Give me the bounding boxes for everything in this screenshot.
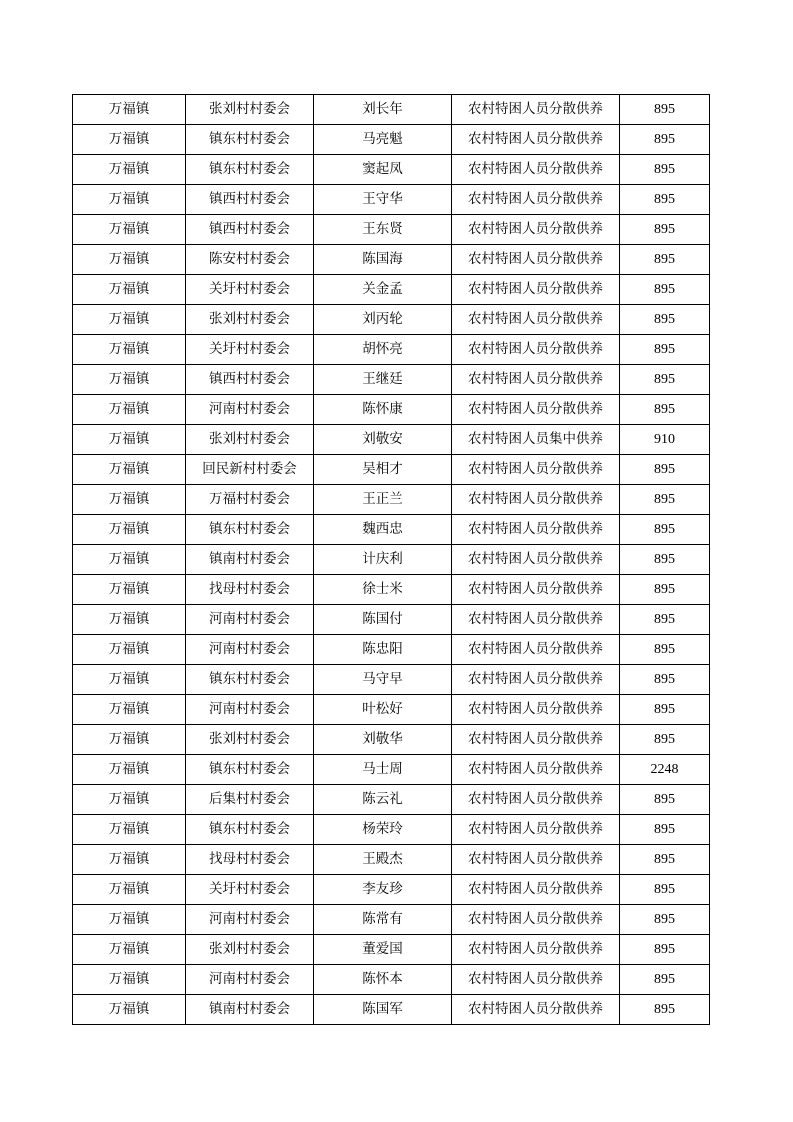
village-committee-cell: 镇南村村委会 — [186, 995, 314, 1025]
village-committee-cell: 后集村村委会 — [186, 785, 314, 815]
amount-cell: 895 — [620, 575, 710, 605]
town-cell: 万福镇 — [73, 395, 186, 425]
town-cell: 万福镇 — [73, 275, 186, 305]
person-name-cell: 刘敬华 — [314, 725, 452, 755]
town-cell: 万福镇 — [73, 785, 186, 815]
town-cell: 万福镇 — [73, 515, 186, 545]
town-cell: 万福镇 — [73, 425, 186, 455]
town-cell: 万福镇 — [73, 485, 186, 515]
amount-cell: 895 — [620, 335, 710, 365]
town-cell: 万福镇 — [73, 635, 186, 665]
amount-cell: 895 — [620, 785, 710, 815]
village-committee-cell: 镇东村村委会 — [186, 515, 314, 545]
table-row — [73, 965, 710, 995]
village-committee-cell: 镇西村村委会 — [186, 185, 314, 215]
village-committee-cell: 张刘村村委会 — [186, 935, 314, 965]
person-name-cell: 陈常有 — [314, 905, 452, 935]
support-type-cell: 农村特困人员分散供养 — [452, 785, 620, 815]
amount-cell: 895 — [620, 215, 710, 245]
village-committee-cell: 找母村村委会 — [186, 845, 314, 875]
village-committee-cell: 镇西村村委会 — [186, 365, 314, 395]
person-name-cell: 刘长年 — [314, 95, 452, 125]
town-cell: 万福镇 — [73, 695, 186, 725]
town-cell: 万福镇 — [73, 665, 186, 695]
support-type-cell: 农村特困人员分散供养 — [452, 995, 620, 1025]
support-type-cell: 农村特困人员分散供养 — [452, 755, 620, 785]
table-row — [73, 935, 710, 965]
town-cell: 万福镇 — [73, 725, 186, 755]
support-type-cell: 农村特困人员分散供养 — [452, 335, 620, 365]
person-name-cell: 陈国军 — [314, 995, 452, 1025]
amount-cell: 895 — [620, 125, 710, 155]
person-name-cell: 窦起凤 — [314, 155, 452, 185]
village-committee-cell: 张刘村村委会 — [186, 305, 314, 335]
person-name-cell: 王正兰 — [314, 485, 452, 515]
town-cell: 万福镇 — [73, 905, 186, 935]
town-cell: 万福镇 — [73, 185, 186, 215]
support-type-cell: 农村特困人员集中供养 — [452, 425, 620, 455]
table-row — [73, 365, 710, 395]
support-type-cell: 农村特困人员分散供养 — [452, 485, 620, 515]
town-cell: 万福镇 — [73, 575, 186, 605]
village-committee-cell: 河南村村委会 — [186, 635, 314, 665]
town-cell: 万福镇 — [73, 215, 186, 245]
village-committee-cell: 河南村村委会 — [186, 965, 314, 995]
person-name-cell: 陈国付 — [314, 605, 452, 635]
table-row — [73, 695, 710, 725]
person-name-cell: 陈国海 — [314, 245, 452, 275]
amount-cell: 2248 — [620, 755, 710, 785]
village-committee-cell: 陈安村村委会 — [186, 245, 314, 275]
support-type-cell: 农村特困人员分散供养 — [452, 635, 620, 665]
amount-cell: 895 — [620, 275, 710, 305]
person-name-cell: 叶松好 — [314, 695, 452, 725]
table-row — [73, 425, 710, 455]
amount-cell: 895 — [620, 455, 710, 485]
table-row — [73, 635, 710, 665]
town-cell: 万福镇 — [73, 995, 186, 1025]
person-name-cell: 刘丙轮 — [314, 305, 452, 335]
person-name-cell: 关金孟 — [314, 275, 452, 305]
village-committee-cell: 镇东村村委会 — [186, 155, 314, 185]
support-type-cell: 农村特困人员分散供养 — [452, 455, 620, 485]
amount-cell: 895 — [620, 365, 710, 395]
town-cell: 万福镇 — [73, 455, 186, 485]
amount-cell: 895 — [620, 965, 710, 995]
amount-cell: 895 — [620, 635, 710, 665]
person-name-cell: 王守华 — [314, 185, 452, 215]
amount-cell: 910 — [620, 425, 710, 455]
person-name-cell: 陈怀本 — [314, 965, 452, 995]
town-cell: 万福镇 — [73, 755, 186, 785]
person-name-cell: 陈怀康 — [314, 395, 452, 425]
person-name-cell: 王殿杰 — [314, 845, 452, 875]
table-row — [73, 245, 710, 275]
person-name-cell: 王继廷 — [314, 365, 452, 395]
support-type-cell: 农村特困人员分散供养 — [452, 815, 620, 845]
support-type-cell: 农村特困人员分散供养 — [452, 95, 620, 125]
support-type-cell: 农村特困人员分散供养 — [452, 545, 620, 575]
amount-cell: 895 — [620, 545, 710, 575]
village-committee-cell: 镇东村村委会 — [186, 815, 314, 845]
amount-cell: 895 — [620, 395, 710, 425]
table-row — [73, 785, 710, 815]
table-row — [73, 845, 710, 875]
village-committee-cell: 镇东村村委会 — [186, 755, 314, 785]
amount-cell: 895 — [620, 245, 710, 275]
person-name-cell: 马亮魁 — [314, 125, 452, 155]
village-committee-cell: 镇西村村委会 — [186, 215, 314, 245]
amount-cell: 895 — [620, 665, 710, 695]
town-cell: 万福镇 — [73, 605, 186, 635]
support-type-cell: 农村特困人员分散供养 — [452, 275, 620, 305]
village-committee-cell: 河南村村委会 — [186, 695, 314, 725]
town-cell: 万福镇 — [73, 935, 186, 965]
amount-cell: 895 — [620, 485, 710, 515]
support-type-cell: 农村特困人员分散供养 — [452, 695, 620, 725]
table-row — [73, 155, 710, 185]
town-cell: 万福镇 — [73, 95, 186, 125]
support-type-cell: 农村特困人员分散供养 — [452, 725, 620, 755]
amount-cell: 895 — [620, 695, 710, 725]
town-cell: 万福镇 — [73, 155, 186, 185]
table-row — [73, 455, 710, 485]
amount-cell: 895 — [620, 155, 710, 185]
table-row — [73, 125, 710, 155]
village-committee-cell: 张刘村村委会 — [186, 425, 314, 455]
person-name-cell: 魏西忠 — [314, 515, 452, 545]
person-name-cell: 王东贤 — [314, 215, 452, 245]
support-type-cell: 农村特困人员分散供养 — [452, 185, 620, 215]
amount-cell: 895 — [620, 815, 710, 845]
support-type-cell: 农村特困人员分散供养 — [452, 875, 620, 905]
table-row — [73, 575, 710, 605]
town-cell: 万福镇 — [73, 365, 186, 395]
town-cell: 万福镇 — [73, 545, 186, 575]
table-row — [73, 905, 710, 935]
town-cell: 万福镇 — [73, 245, 186, 275]
support-type-cell: 农村特困人员分散供养 — [452, 155, 620, 185]
support-type-cell: 农村特困人员分散供养 — [452, 515, 620, 545]
person-name-cell: 李友珍 — [314, 875, 452, 905]
support-type-cell: 农村特困人员分散供养 — [452, 605, 620, 635]
table-row — [73, 875, 710, 905]
table-row — [73, 515, 710, 545]
table-row — [73, 605, 710, 635]
person-name-cell: 吴相才 — [314, 455, 452, 485]
person-name-cell: 马士周 — [314, 755, 452, 785]
person-name-cell: 马守早 — [314, 665, 452, 695]
town-cell: 万福镇 — [73, 335, 186, 365]
support-type-cell: 农村特困人员分散供养 — [452, 845, 620, 875]
table-row — [73, 305, 710, 335]
village-committee-cell: 镇东村村委会 — [186, 665, 314, 695]
town-cell: 万福镇 — [73, 965, 186, 995]
amount-cell: 895 — [620, 875, 710, 905]
person-name-cell: 胡怀亮 — [314, 335, 452, 365]
support-type-cell: 农村特困人员分散供养 — [452, 965, 620, 995]
amount-cell: 895 — [620, 905, 710, 935]
amount-cell: 895 — [620, 95, 710, 125]
village-committee-cell: 河南村村委会 — [186, 605, 314, 635]
beneficiary-table — [72, 94, 710, 1025]
village-committee-cell: 关圩村村委会 — [186, 275, 314, 305]
person-name-cell: 徐士米 — [314, 575, 452, 605]
table-row — [73, 335, 710, 365]
village-committee-cell: 关圩村村委会 — [186, 335, 314, 365]
support-type-cell: 农村特困人员分散供养 — [452, 365, 620, 395]
person-name-cell: 计庆利 — [314, 545, 452, 575]
table-row — [73, 995, 710, 1025]
support-type-cell: 农村特困人员分散供养 — [452, 305, 620, 335]
amount-cell: 895 — [620, 995, 710, 1025]
amount-cell: 895 — [620, 725, 710, 755]
village-committee-cell: 镇东村村委会 — [186, 125, 314, 155]
amount-cell: 895 — [620, 935, 710, 965]
support-type-cell: 农村特困人员分散供养 — [452, 935, 620, 965]
support-type-cell: 农村特困人员分散供养 — [452, 395, 620, 425]
town-cell: 万福镇 — [73, 875, 186, 905]
table-row — [73, 665, 710, 695]
person-name-cell: 刘敬安 — [314, 425, 452, 455]
person-name-cell: 杨荣玲 — [314, 815, 452, 845]
person-name-cell: 陈云礼 — [314, 785, 452, 815]
table-row — [73, 185, 710, 215]
table-row — [73, 815, 710, 845]
village-committee-cell: 张刘村村委会 — [186, 95, 314, 125]
table-row — [73, 725, 710, 755]
table-row — [73, 755, 710, 785]
table-row — [73, 275, 710, 305]
support-type-cell: 农村特困人员分散供养 — [452, 905, 620, 935]
table-row — [73, 215, 710, 245]
amount-cell: 895 — [620, 185, 710, 215]
support-type-cell: 农村特困人员分散供养 — [452, 215, 620, 245]
village-committee-cell: 回民新村村委会 — [186, 455, 314, 485]
village-committee-cell: 河南村村委会 — [186, 905, 314, 935]
village-committee-cell: 镇南村村委会 — [186, 545, 314, 575]
person-name-cell: 陈忠阳 — [314, 635, 452, 665]
beneficiary-table-body — [73, 95, 710, 1025]
table-row — [73, 395, 710, 425]
amount-cell: 895 — [620, 845, 710, 875]
person-name-cell: 董爱国 — [314, 935, 452, 965]
town-cell: 万福镇 — [73, 305, 186, 335]
village-committee-cell: 找母村村委会 — [186, 575, 314, 605]
support-type-cell: 农村特困人员分散供养 — [452, 245, 620, 275]
amount-cell: 895 — [620, 305, 710, 335]
support-type-cell: 农村特困人员分散供养 — [452, 665, 620, 695]
table-row — [73, 545, 710, 575]
amount-cell: 895 — [620, 605, 710, 635]
amount-cell: 895 — [620, 515, 710, 545]
support-type-cell: 农村特困人员分散供养 — [452, 575, 620, 605]
support-type-cell: 农村特困人员分散供养 — [452, 125, 620, 155]
village-committee-cell: 关圩村村委会 — [186, 875, 314, 905]
table-row — [73, 95, 710, 125]
village-committee-cell: 张刘村村委会 — [186, 725, 314, 755]
town-cell: 万福镇 — [73, 815, 186, 845]
village-committee-cell: 河南村村委会 — [186, 395, 314, 425]
town-cell: 万福镇 — [73, 125, 186, 155]
town-cell: 万福镇 — [73, 845, 186, 875]
table-row — [73, 485, 710, 515]
village-committee-cell: 万福村村委会 — [186, 485, 314, 515]
